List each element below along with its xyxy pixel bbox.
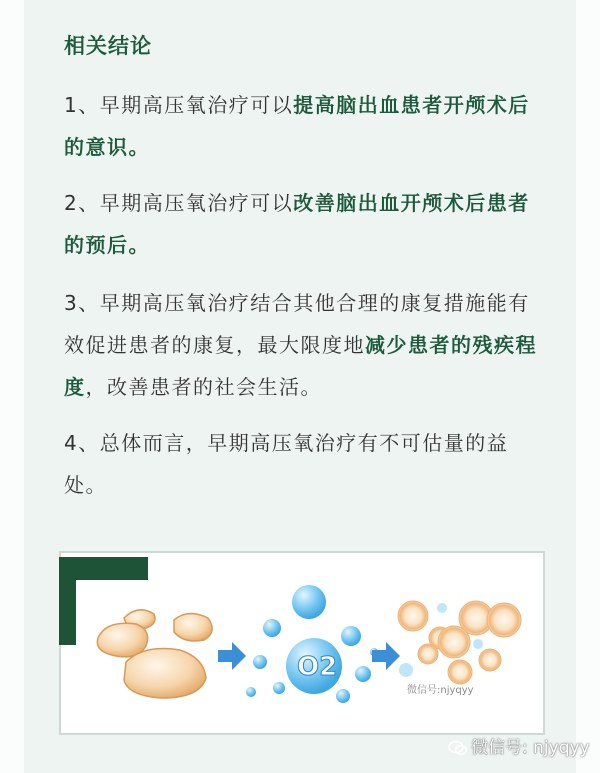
wechat-watermark [448,733,590,758]
item-suffix: 。 [128,233,150,257]
item-highlight: 改善脑出血开颅术后患者的预后 [64,191,530,257]
conclusion-item-2 [64,182,538,266]
item-text: 2、早期高压氧治疗可以 [64,191,294,215]
deformed-cells [97,610,212,698]
wechat-icon [448,740,468,756]
arrow-right-icon [372,642,400,670]
conclusion-item-1 [64,84,538,168]
conclusion-item-3 [64,282,538,408]
item-highlight: 提高脑出血患者开颅术后的意识 [64,93,530,159]
item-suffix: 。 [128,135,150,159]
item-text: 4、总体而言，早期高压氧治疗有不可估量的益处。 [64,431,509,497]
item-text: 3、早期高压氧治疗结合其他合理的康复措施能有效促进患者的康复，最大限度地 [64,291,530,357]
healthy-cells [398,601,521,684]
arrow-right-icon [218,642,246,670]
wechat-watermark-text: 微信号: njyqyy [471,738,590,758]
section-title: 相关结论 [64,34,152,58]
item-highlight: 减少患者的残疾程度 [64,333,537,399]
o2-label: O2 [297,652,338,682]
image-watermark: 微信号:njyqyy [407,685,474,696]
item-text: 1、早期高压氧治疗可以 [64,93,294,117]
conclusion-item-4 [64,422,538,506]
item-suffix: ，改善患者的社会生活。 [85,375,322,399]
oxygen-bubbles [246,585,378,703]
